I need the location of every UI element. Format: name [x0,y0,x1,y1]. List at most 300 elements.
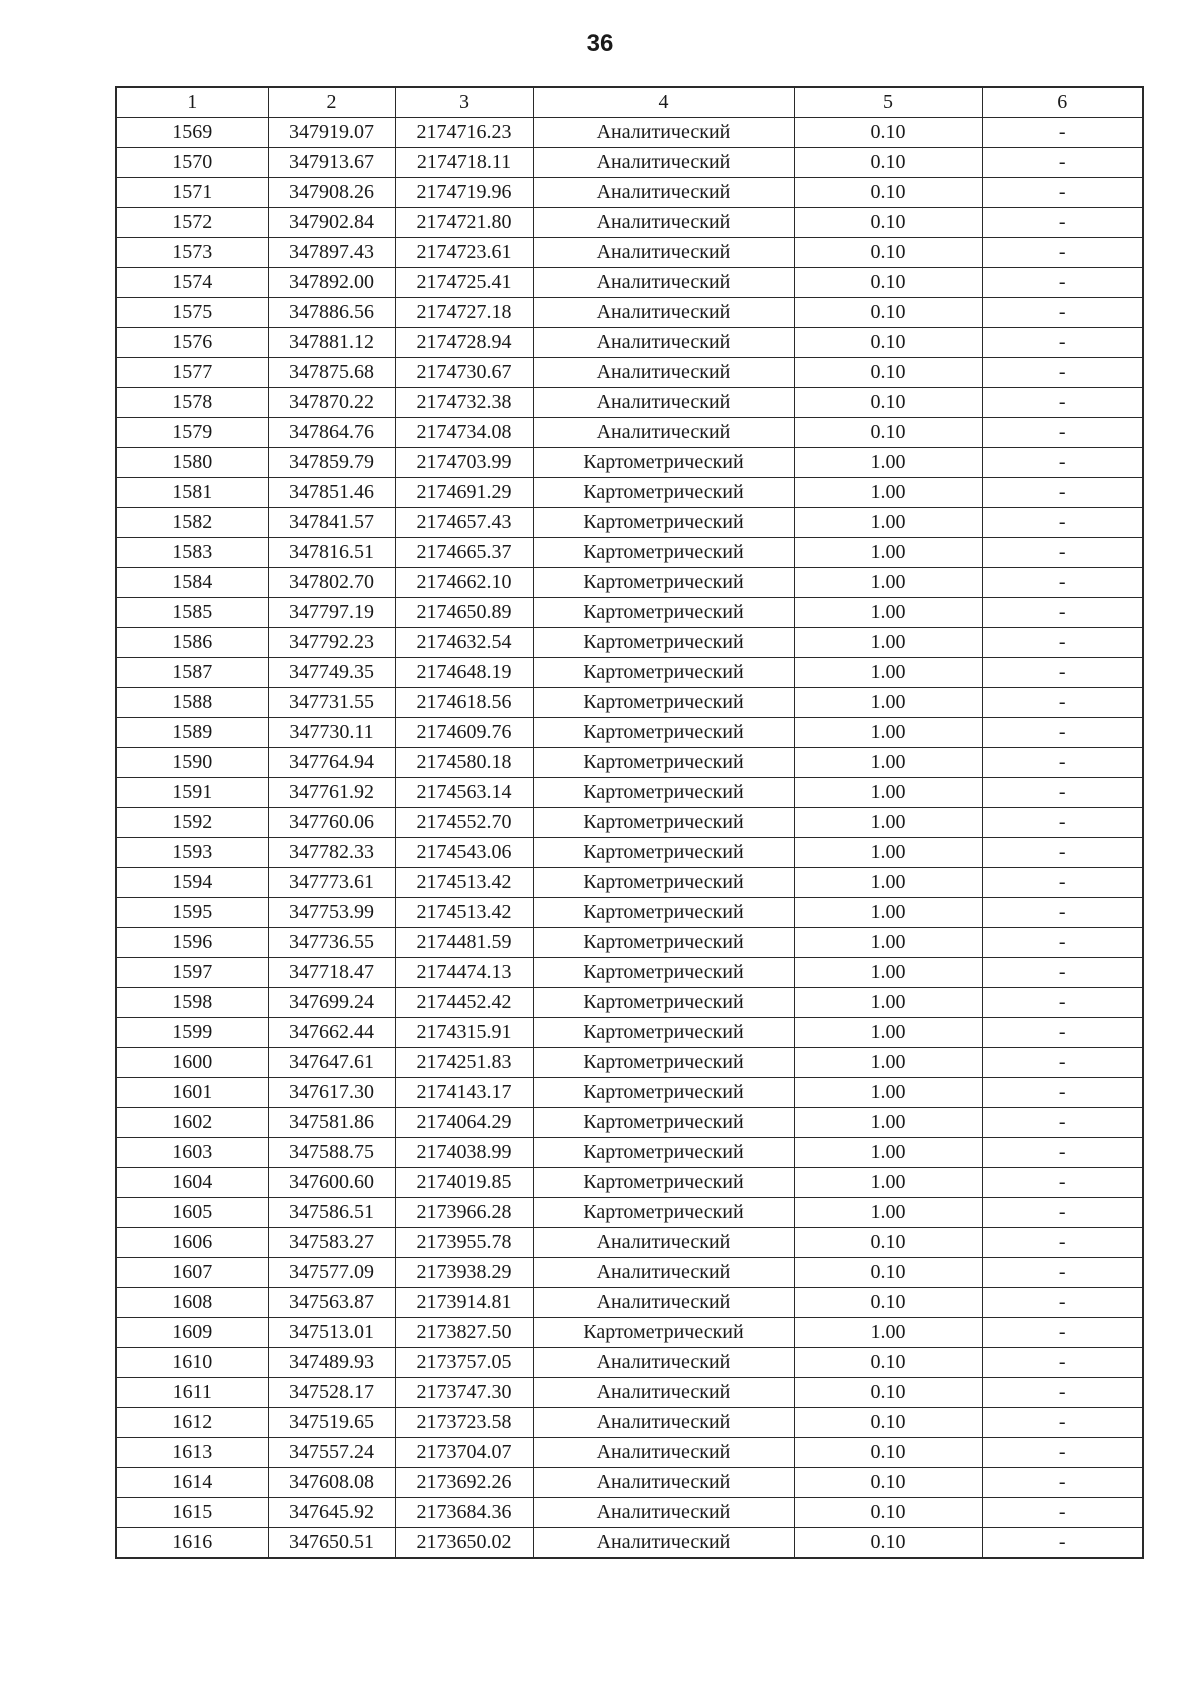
note-cell: - [982,688,1143,718]
accuracy-cell: 0.10 [794,358,982,388]
note-cell: - [982,388,1143,418]
y-coordinate-cell: 2173704.07 [395,1438,533,1468]
y-coordinate-cell: 2174632.54 [395,628,533,658]
note-cell: - [982,1108,1143,1138]
y-coordinate-cell: 2174718.11 [395,148,533,178]
y-coordinate-cell: 2174650.89 [395,598,533,628]
x-coordinate-cell: 347875.68 [268,358,395,388]
point-number-cell: 1587 [116,658,268,688]
method-cell: Картометрический [533,1078,794,1108]
note-cell: - [982,1138,1143,1168]
table-row [116,958,1143,988]
accuracy-cell: 0.10 [794,1438,982,1468]
note-cell: - [982,658,1143,688]
point-number-cell: 1581 [116,478,268,508]
point-number-cell: 1607 [116,1258,268,1288]
x-coordinate-cell: 347859.79 [268,448,395,478]
x-coordinate-cell: 347816.51 [268,538,395,568]
note-cell: - [982,1408,1143,1438]
y-coordinate-cell: 2173938.29 [395,1258,533,1288]
table-row [116,568,1143,598]
table-row [116,748,1143,778]
table-row [116,418,1143,448]
x-coordinate-cell: 347645.92 [268,1498,395,1528]
x-coordinate-cell: 347773.61 [268,868,395,898]
note-cell: - [982,1168,1143,1198]
point-number-cell: 1584 [116,568,268,598]
method-cell: Картометрический [533,1048,794,1078]
x-coordinate-cell: 347919.07 [268,118,395,148]
table-row [116,898,1143,928]
point-number-cell: 1598 [116,988,268,1018]
point-number-cell: 1614 [116,1468,268,1498]
table-row [116,1078,1143,1108]
note-cell: - [982,328,1143,358]
y-coordinate-cell: 2174657.43 [395,508,533,538]
note-cell: - [982,178,1143,208]
point-number-cell: 1571 [116,178,268,208]
point-number-cell: 1608 [116,1288,268,1318]
method-cell: Аналитический [533,1528,794,1559]
note-cell: - [982,1348,1143,1378]
note-cell: - [982,118,1143,148]
table-row [116,868,1143,898]
method-cell: Аналитический [533,1498,794,1528]
y-coordinate-cell: 2174691.29 [395,478,533,508]
table-row [116,1288,1143,1318]
point-number-cell: 1585 [116,598,268,628]
point-number-cell: 1577 [116,358,268,388]
table-row [116,298,1143,328]
method-cell: Аналитический [533,1468,794,1498]
y-coordinate-cell: 2173723.58 [395,1408,533,1438]
method-cell: Аналитический [533,268,794,298]
y-coordinate-cell: 2174452.42 [395,988,533,1018]
point-number-cell: 1594 [116,868,268,898]
table-row [116,1318,1143,1348]
method-cell: Картометрический [533,928,794,958]
method-cell: Картометрический [533,898,794,928]
y-coordinate-cell: 2174474.13 [395,958,533,988]
x-coordinate-cell: 347600.60 [268,1168,395,1198]
note-cell: - [982,1318,1143,1348]
x-coordinate-cell: 347519.65 [268,1408,395,1438]
point-number-cell: 1586 [116,628,268,658]
accuracy-cell: 0.10 [794,178,982,208]
point-number-cell: 1615 [116,1498,268,1528]
note-cell: - [982,358,1143,388]
point-number-cell: 1602 [116,1108,268,1138]
y-coordinate-cell: 2174725.41 [395,268,533,298]
point-number-cell: 1610 [116,1348,268,1378]
y-coordinate-cell: 2173692.26 [395,1468,533,1498]
point-number-cell: 1595 [116,898,268,928]
note-cell: - [982,1228,1143,1258]
method-cell: Картометрический [533,448,794,478]
method-cell: Картометрический [533,1168,794,1198]
point-number-cell: 1599 [116,1018,268,1048]
accuracy-cell: 1.00 [794,1198,982,1228]
method-cell: Картометрический [533,1108,794,1138]
x-coordinate-cell: 347647.61 [268,1048,395,1078]
table-row [116,658,1143,688]
x-coordinate-cell: 347851.46 [268,478,395,508]
x-coordinate-cell: 347731.55 [268,688,395,718]
method-cell: Картометрический [533,778,794,808]
method-cell: Картометрический [533,1198,794,1228]
method-cell: Аналитический [533,358,794,388]
method-cell: Картометрический [533,868,794,898]
point-number-cell: 1573 [116,238,268,268]
table-row [116,448,1143,478]
accuracy-cell: 1.00 [794,568,982,598]
table-row [116,118,1143,148]
accuracy-cell: 0.10 [794,388,982,418]
table-row [116,268,1143,298]
table-row [116,988,1143,1018]
point-number-cell: 1601 [116,1078,268,1108]
point-number-cell: 1596 [116,928,268,958]
point-number-cell: 1572 [116,208,268,238]
accuracy-cell: 1.00 [794,1048,982,1078]
point-number-cell: 1592 [116,808,268,838]
x-coordinate-cell: 347749.35 [268,658,395,688]
y-coordinate-cell: 2174734.08 [395,418,533,448]
accuracy-cell: 1.00 [794,898,982,928]
x-coordinate-cell: 347583.27 [268,1228,395,1258]
x-coordinate-cell: 347617.30 [268,1078,395,1108]
note-cell: - [982,568,1143,598]
accuracy-cell: 0.10 [794,148,982,178]
point-number-cell: 1611 [116,1378,268,1408]
accuracy-cell: 0.10 [794,1528,982,1559]
y-coordinate-cell: 2174723.61 [395,238,533,268]
accuracy-cell: 0.10 [794,118,982,148]
method-cell: Аналитический [533,328,794,358]
x-coordinate-cell: 347736.55 [268,928,395,958]
y-coordinate-cell: 2173914.81 [395,1288,533,1318]
point-number-cell: 1580 [116,448,268,478]
method-cell: Аналитический [533,178,794,208]
table-row [116,358,1143,388]
x-coordinate-cell: 347528.17 [268,1378,395,1408]
accuracy-cell: 0.10 [794,1378,982,1408]
method-cell: Аналитический [533,118,794,148]
y-coordinate-cell: 2174513.42 [395,898,533,928]
point-number-cell: 1569 [116,118,268,148]
y-coordinate-cell: 2174552.70 [395,808,533,838]
y-coordinate-cell: 2174513.42 [395,868,533,898]
table-row [116,1228,1143,1258]
x-coordinate-cell: 347557.24 [268,1438,395,1468]
method-cell: Аналитический [533,1258,794,1288]
x-coordinate-cell: 347892.00 [268,268,395,298]
accuracy-cell: 0.10 [794,1408,982,1438]
accuracy-cell: 1.00 [794,718,982,748]
x-coordinate-cell: 347764.94 [268,748,395,778]
accuracy-cell: 0.10 [794,238,982,268]
y-coordinate-cell: 2174580.18 [395,748,533,778]
point-number-cell: 1590 [116,748,268,778]
accuracy-cell: 1.00 [794,1108,982,1138]
method-cell: Картометрический [533,628,794,658]
x-coordinate-cell: 347563.87 [268,1288,395,1318]
table-row [116,838,1143,868]
point-number-cell: 1570 [116,148,268,178]
point-number-cell: 1582 [116,508,268,538]
y-coordinate-cell: 2173827.50 [395,1318,533,1348]
note-cell: - [982,148,1143,178]
table-row [116,628,1143,658]
y-coordinate-cell: 2174732.38 [395,388,533,418]
point-number-cell: 1616 [116,1528,268,1559]
note-cell: - [982,748,1143,778]
point-number-cell: 1597 [116,958,268,988]
y-coordinate-cell: 2174665.37 [395,538,533,568]
table-row [116,1468,1143,1498]
x-coordinate-cell: 347513.01 [268,1318,395,1348]
table-row [116,1108,1143,1138]
note-cell: - [982,988,1143,1018]
method-cell: Картометрический [533,1018,794,1048]
y-coordinate-cell: 2174716.23 [395,118,533,148]
note-cell: - [982,958,1143,988]
method-cell: Аналитический [533,148,794,178]
note-cell: - [982,778,1143,808]
page-number: 36 [586,30,614,57]
table-row [116,1498,1143,1528]
point-number-cell: 1576 [116,328,268,358]
x-coordinate-cell: 347913.67 [268,148,395,178]
accuracy-cell: 1.00 [794,928,982,958]
note-cell: - [982,1018,1143,1048]
note-cell: - [982,1258,1143,1288]
method-cell: Аналитический [533,298,794,328]
accuracy-cell: 0.10 [794,1258,982,1288]
method-cell: Картометрический [533,568,794,598]
point-number-cell: 1600 [116,1048,268,1078]
method-cell: Аналитический [533,1438,794,1468]
header-cell-3: 3 [395,87,533,118]
x-coordinate-cell: 347782.33 [268,838,395,868]
x-coordinate-cell: 347699.24 [268,988,395,1018]
accuracy-cell: 1.00 [794,958,982,988]
method-cell: Картометрический [533,658,794,688]
table-body [116,118,1143,1559]
method-cell: Аналитический [533,1408,794,1438]
point-number-cell: 1574 [116,268,268,298]
header-cell-4: 4 [533,87,794,118]
x-coordinate-cell: 347864.76 [268,418,395,448]
note-cell: - [982,1528,1143,1559]
table-row [116,178,1143,208]
accuracy-cell: 0.10 [794,268,982,298]
table-row [116,1528,1143,1559]
table-row [116,778,1143,808]
table-row [116,1018,1143,1048]
note-cell: - [982,628,1143,658]
method-cell: Картометрический [533,838,794,868]
note-cell: - [982,1198,1143,1228]
note-cell: - [982,808,1143,838]
point-number-cell: 1613 [116,1438,268,1468]
accuracy-cell: 1.00 [794,448,982,478]
point-number-cell: 1583 [116,538,268,568]
point-number-cell: 1575 [116,298,268,328]
header-cell-5: 5 [794,87,982,118]
note-cell: - [982,1078,1143,1108]
table-row [116,598,1143,628]
accuracy-cell: 1.00 [794,808,982,838]
table-row [116,478,1143,508]
method-cell: Аналитический [533,1348,794,1378]
y-coordinate-cell: 2174721.80 [395,208,533,238]
y-coordinate-cell: 2173650.02 [395,1528,533,1559]
x-coordinate-cell: 347718.47 [268,958,395,988]
table-row [116,928,1143,958]
note-cell: - [982,718,1143,748]
accuracy-cell: 1.00 [794,628,982,658]
note-cell: - [982,418,1143,448]
x-coordinate-cell: 347730.11 [268,718,395,748]
x-coordinate-cell: 347662.44 [268,1018,395,1048]
table-row [116,238,1143,268]
accuracy-cell: 0.10 [794,208,982,238]
method-cell: Картометрический [533,508,794,538]
note-cell: - [982,508,1143,538]
note-cell: - [982,478,1143,508]
y-coordinate-cell: 2174662.10 [395,568,533,598]
table-row [116,1168,1143,1198]
table-row [116,208,1143,238]
method-cell: Аналитический [533,1288,794,1318]
y-coordinate-cell: 2173684.36 [395,1498,533,1528]
y-coordinate-cell: 2174648.19 [395,658,533,688]
accuracy-cell: 1.00 [794,988,982,1018]
x-coordinate-cell: 347908.26 [268,178,395,208]
accuracy-cell: 0.10 [794,1348,982,1378]
y-coordinate-cell: 2174727.18 [395,298,533,328]
accuracy-cell: 1.00 [794,1078,982,1108]
accuracy-cell: 0.10 [794,1288,982,1318]
method-cell: Картометрический [533,958,794,988]
table-row [116,538,1143,568]
method-cell: Аналитический [533,1378,794,1408]
method-cell: Картометрический [533,718,794,748]
note-cell: - [982,1048,1143,1078]
accuracy-cell: 1.00 [794,1018,982,1048]
header-cell-1: 1 [116,87,268,118]
point-number-cell: 1589 [116,718,268,748]
note-cell: - [982,208,1143,238]
note-cell: - [982,838,1143,868]
table-row [116,1048,1143,1078]
table-row [116,388,1143,418]
method-cell: Картометрический [533,808,794,838]
accuracy-cell: 1.00 [794,508,982,538]
method-cell: Картометрический [533,688,794,718]
y-coordinate-cell: 2173747.30 [395,1378,533,1408]
x-coordinate-cell: 347897.43 [268,238,395,268]
x-coordinate-cell: 347870.22 [268,388,395,418]
y-coordinate-cell: 2174728.94 [395,328,533,358]
method-cell: Картометрический [533,1138,794,1168]
table-row [116,508,1143,538]
point-number-cell: 1605 [116,1198,268,1228]
table-row [116,1198,1143,1228]
method-cell: Аналитический [533,208,794,238]
x-coordinate-cell: 347650.51 [268,1528,395,1559]
note-cell: - [982,1288,1143,1318]
accuracy-cell: 0.10 [794,298,982,328]
point-number-cell: 1612 [116,1408,268,1438]
accuracy-cell: 1.00 [794,1138,982,1168]
table-row [116,808,1143,838]
method-cell: Картометрический [533,748,794,778]
note-cell: - [982,1378,1143,1408]
point-number-cell: 1606 [116,1228,268,1258]
x-coordinate-cell: 347841.57 [268,508,395,538]
x-coordinate-cell: 347760.06 [268,808,395,838]
point-number-cell: 1588 [116,688,268,718]
header-cell-2: 2 [268,87,395,118]
point-number-cell: 1604 [116,1168,268,1198]
y-coordinate-cell: 2174730.67 [395,358,533,388]
accuracy-cell: 1.00 [794,778,982,808]
note-cell: - [982,448,1143,478]
point-number-cell: 1609 [116,1318,268,1348]
note-cell: - [982,898,1143,928]
note-cell: - [982,538,1143,568]
note-cell: - [982,1498,1143,1528]
x-coordinate-cell: 347881.12 [268,328,395,358]
x-coordinate-cell: 347753.99 [268,898,395,928]
y-coordinate-cell: 2173757.05 [395,1348,533,1378]
y-coordinate-cell: 2174543.06 [395,838,533,868]
x-coordinate-cell: 347588.75 [268,1138,395,1168]
y-coordinate-cell: 2174481.59 [395,928,533,958]
y-coordinate-cell: 2174038.99 [395,1138,533,1168]
y-coordinate-cell: 2174019.85 [395,1168,533,1198]
method-cell: Картометрический [533,1318,794,1348]
accuracy-cell: 0.10 [794,1498,982,1528]
method-cell: Аналитический [533,1228,794,1258]
x-coordinate-cell: 347761.92 [268,778,395,808]
table-row [116,688,1143,718]
point-number-cell: 1591 [116,778,268,808]
accuracy-cell: 1.00 [794,538,982,568]
point-number-cell: 1593 [116,838,268,868]
note-cell: - [982,868,1143,898]
note-cell: - [982,1468,1143,1498]
y-coordinate-cell: 2173966.28 [395,1198,533,1228]
accuracy-cell: 1.00 [794,658,982,688]
table-row [116,328,1143,358]
accuracy-cell: 1.00 [794,748,982,778]
accuracy-cell: 1.00 [794,598,982,628]
method-cell: Аналитический [533,238,794,268]
method-cell: Картометрический [533,988,794,1018]
note-cell: - [982,1438,1143,1468]
point-number-cell: 1579 [116,418,268,448]
y-coordinate-cell: 2174618.56 [395,688,533,718]
method-cell: Аналитический [533,418,794,448]
note-cell: - [982,598,1143,628]
x-coordinate-cell: 347608.08 [268,1468,395,1498]
y-coordinate-cell: 2174563.14 [395,778,533,808]
x-coordinate-cell: 347577.09 [268,1258,395,1288]
accuracy-cell: 1.00 [794,688,982,718]
